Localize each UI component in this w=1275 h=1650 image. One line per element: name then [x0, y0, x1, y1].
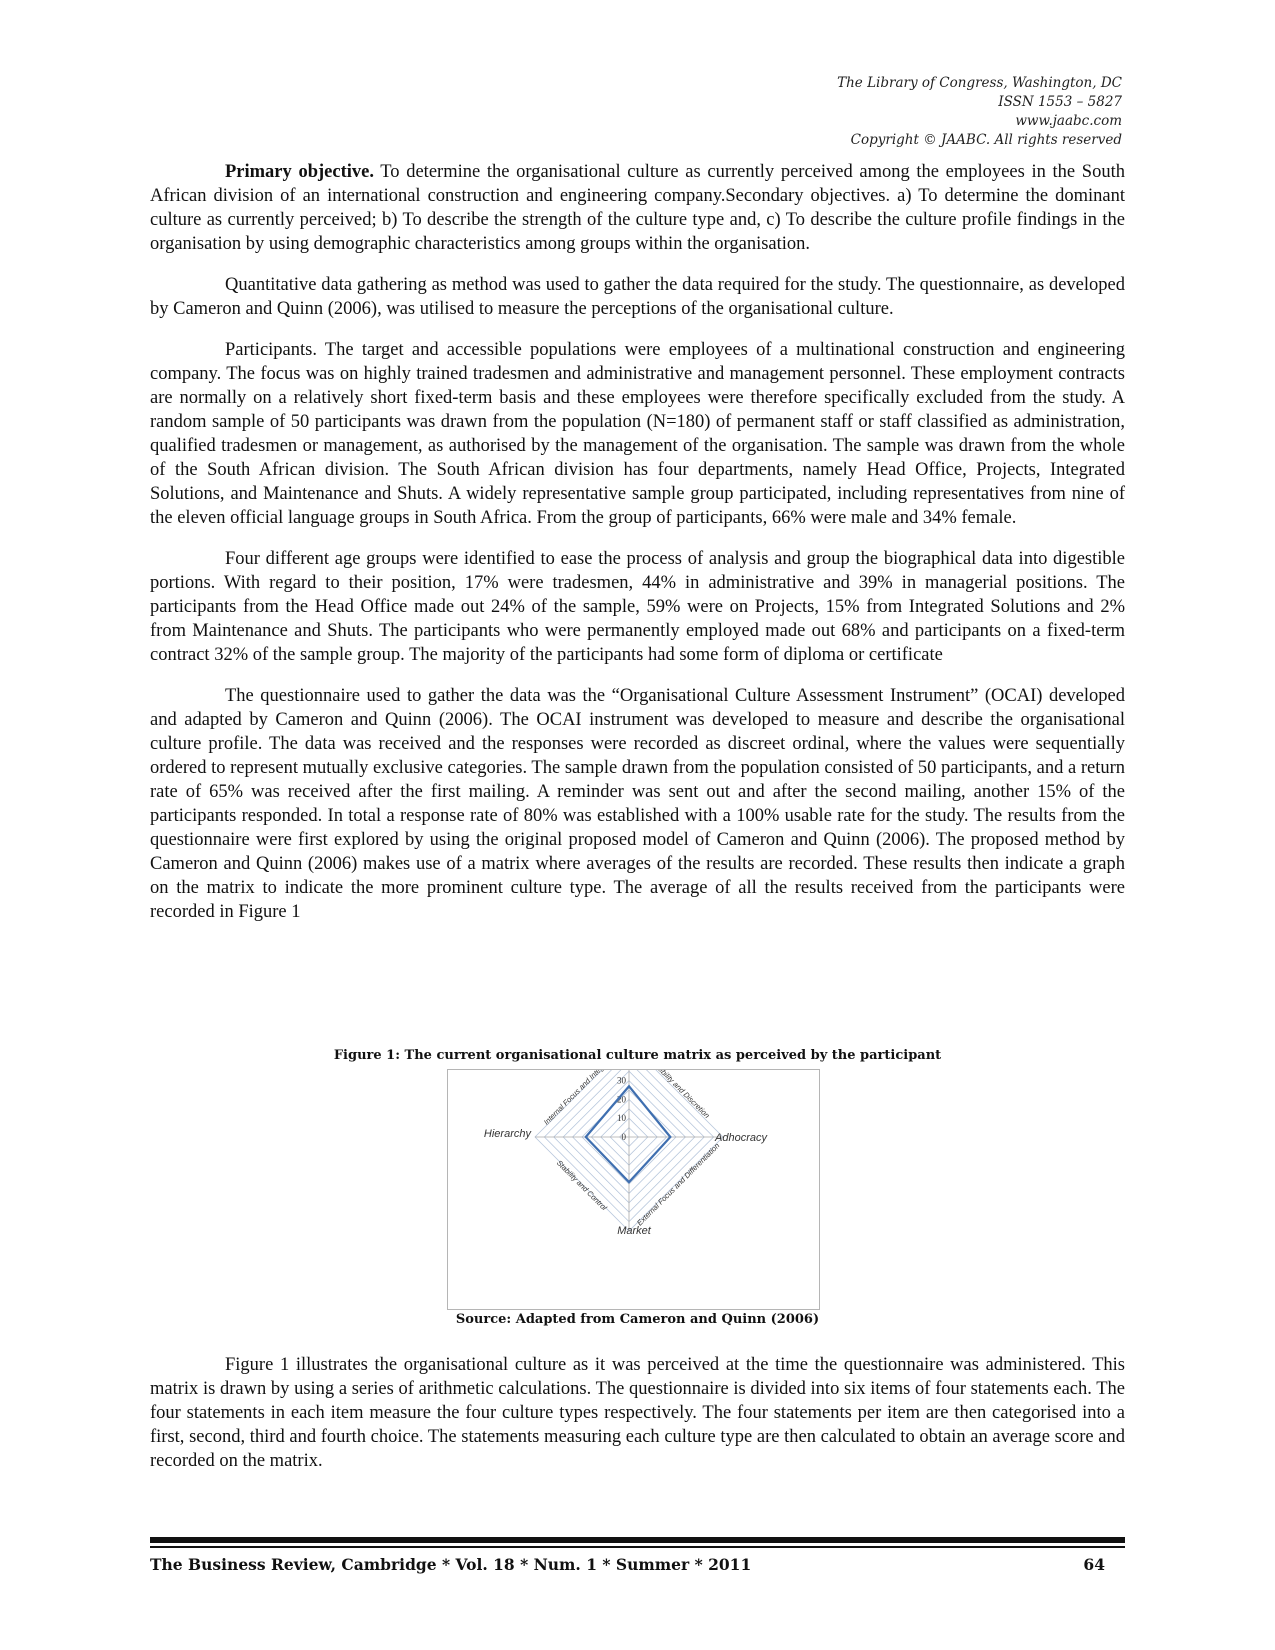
radar-axis-label: Hierarchy [483, 1128, 531, 1140]
figure-frame [447, 1069, 820, 1310]
radar-ticks [617, 1070, 627, 1142]
radar-tick-label: 0 [621, 1132, 626, 1142]
journal-header [837, 74, 1122, 150]
radar-tick-label: 20 [617, 1094, 626, 1105]
body-text-lower [150, 1353, 1125, 1473]
radar-axes [535, 1070, 723, 1231]
objective-lead: Primary objective. [225, 162, 374, 182]
paragraph-objectives [150, 160, 1125, 256]
footer-journal: The Business Review, Cambridge * Vol. 18 * Num. 1 * Summer * 2011 [150, 1555, 752, 1574]
paragraph-method: Quantitative data gathering as method was used to gather the data required for the study. The questionnaire, as developed by Cameron and Quinn (2006), was utilised to measure the perceptions of the organisational culture. [150, 275, 1125, 319]
footer-rule-thick [150, 1537, 1125, 1543]
paragraph-figure-explanation: Figure 1 illustrates the organisational culture as it was perceived at the time the questionnaire was administered. This matrix is drawn by using a series of arithmetic calculations. The questionnaire is divided into six items of four statements each. The four statements in each item measure the four culture types respectively. The four statements per item are then categorised into a first, second, third and fourth choice. The statements measuring each culture type are then calculated to obtain an average score and recorded on the matrix. [150, 1355, 1125, 1471]
paragraph-participants: Participants. The target and accessible populations were employees of a multinational construction and engineering company. The focus was on highly trained tradesmen and administrative and management personnel. These employment contracts are normally on a relatively short fixed-term basis and these employees were therefore specifically excluded from the study. A random sample of 50 participants was drawn from the population (N=180) of permanent staff or staff classified as administration, qualified tradesmen or management, as authorised by the management of the organisation. The sample was drawn from the whole of the South African division. The South African division has four departments, namely Head Office, Projects, Integrated Solutions, and Maintenance and Shuts. A widely representative sample group participated, including representatives from nine of the eleven official language groups in South Africa. From the group of participants, 66% were male and 34% female. [150, 340, 1125, 528]
paragraph-demographics: Four different age groups were identified to ease the process of analysis and group the biographical data into digestible portions. With regard to their position, 17% were tradesmen, 44% in administrative and 39% in managerial positions. The participants from the Head Office made out 24% of the sample, 59% were on Projects, 15% from Integrated Solutions and 2% from Maintenance and Shuts. The participants who were permanently employed made out 68% and participants on a fixed-term contract 32% of the sample group. The majority of the participants had some form of diploma or certificate [150, 549, 1125, 665]
culture-radar-chart [448, 1070, 819, 1309]
footer-rule-thin [150, 1546, 1125, 1548]
figure-title: Figure 1: The current organisational culture matrix as perceived by the participant [333, 1048, 942, 1063]
page-number: 64 [1083, 1555, 1105, 1574]
paragraph-questionnaire: The questionnaire used to gather the data was the “Organisational Culture Assessment Instrument” (OCAI) developed and adapted by Cameron and Quinn (2006). The OCAI instrument was developed to measure and describe the organisational culture profile. The data was received and the responses were recorded as discreet ordinal, where the values were sequentially ordered to represent mutually exclusive categories. The sample drawn from the population consisted of 50 participants, and a return rate of 65% was received after the first mailing. A reminder was sent out and after the second mailing, another 15% of the participants responded. In total a response rate of 80% was established with a 100% usable rate for the study. The results from the questionnaire were first explored by using the original proposed model of Cameron and Quinn (2006). The proposed method by Cameron and Quinn (2006) makes use of a matrix where averages of the results are recorded. These results then indicate a graph on the matrix to indicate the more prominent culture type. The average of all the results received from the participants were recorded in Figure 1 [150, 686, 1125, 922]
radar-tick-label: 30 [617, 1075, 626, 1086]
radar-diagonal-label: Stability and Control [554, 1158, 609, 1213]
objective-text: To determine the organisational culture as currently perceived among the employees in the South African division of an international construction and engineering company.Secondary objectives. a) To determine the dominant culture as currently perceived; b) To describe the strength of the culture type and, c) To describe the culture profile findings in the organisation by using demographic characteristics among groups within the organisation. [150, 162, 1125, 254]
page-footer [150, 1555, 1105, 1574]
header-line-library: The Library of Congress, Washington, DC [837, 75, 1122, 91]
radar-axis-label: Market [617, 1225, 651, 1237]
header-line-copyright: Copyright © JAABC. All rights reserved [850, 132, 1122, 148]
header-line-issn: ISSN 1553 – 5827 [998, 94, 1122, 110]
figure-source: Source: Adapted from Cameron and Quinn (2006) [455, 1312, 820, 1327]
body-text-upper [150, 160, 1125, 941]
radar-axis-label: Adhocracy [715, 1132, 767, 1144]
header-line-website: www.jaabc.com [1015, 113, 1122, 129]
radar-diagonal-label: Flexibility and Discretion [647, 1070, 712, 1121]
radar-diagonal-label: Internal Focus and Integration [541, 1070, 619, 1127]
radar-diagonal-label: External Focus and Differentiation [635, 1141, 722, 1228]
radar-tick-label: 10 [617, 1113, 626, 1124]
